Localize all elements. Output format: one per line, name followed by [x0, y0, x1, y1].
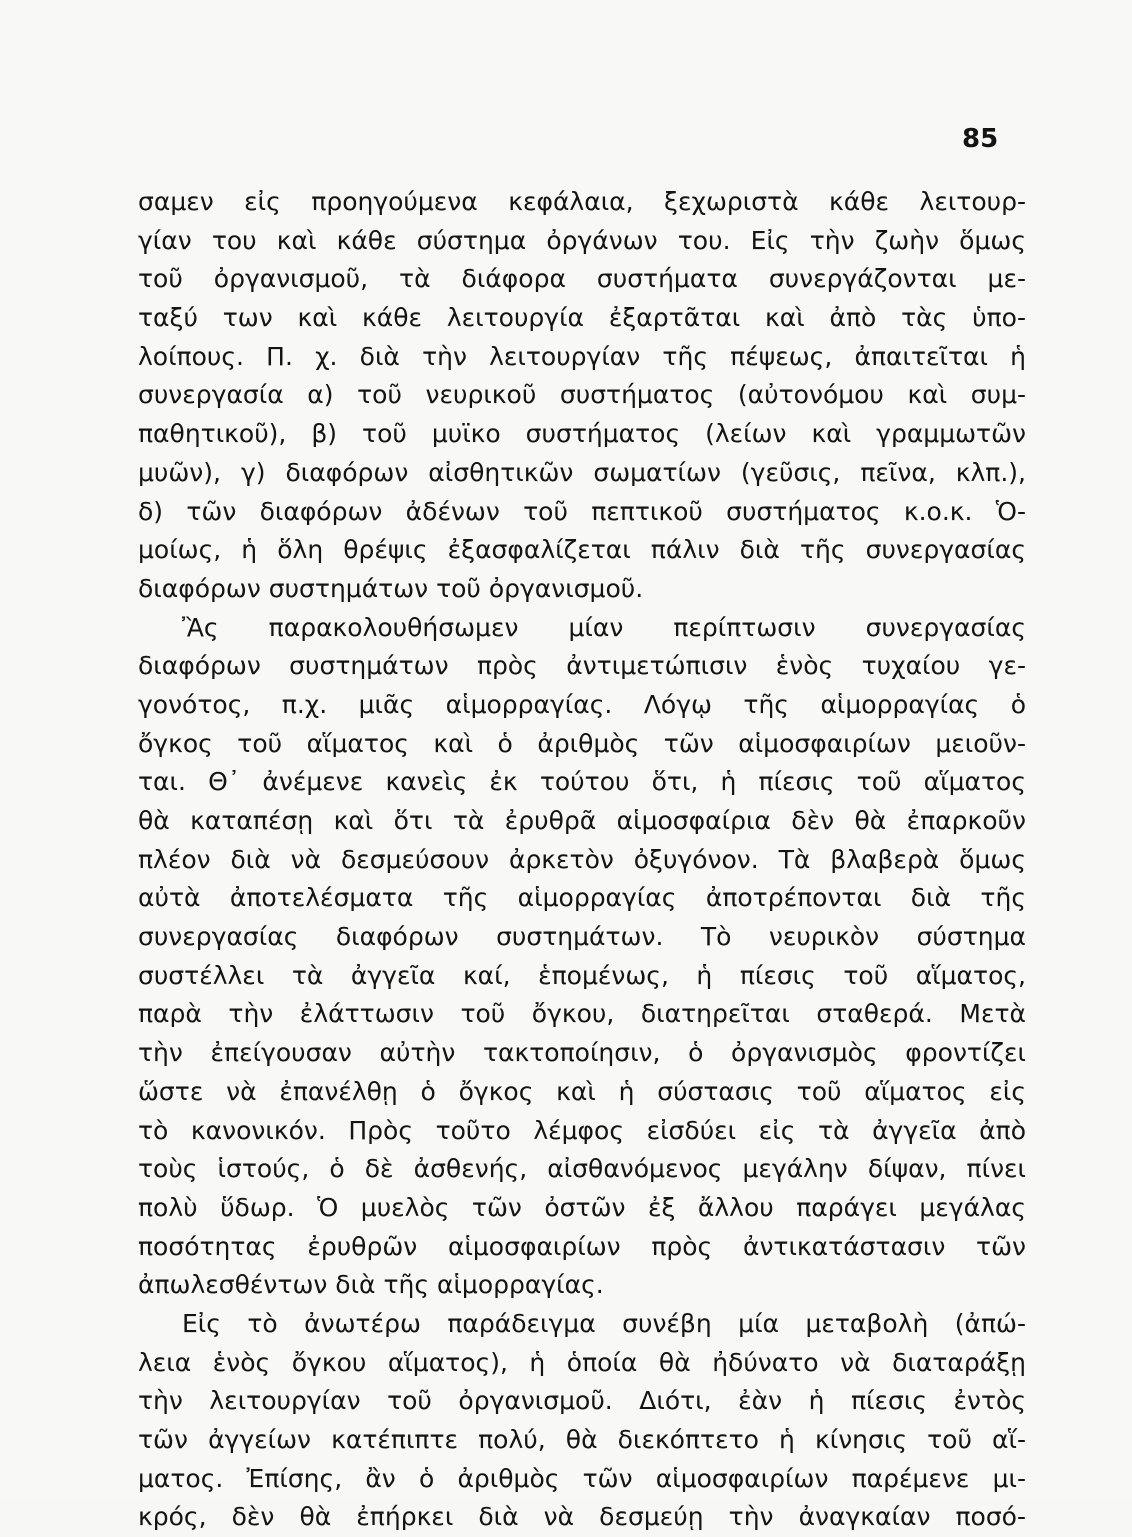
text-line: αὐτὰ ἀποτελέσματα τῆς αἱμορραγίας ἀποτρέπονται διὰ τῆς [138, 883, 1026, 913]
text-line: πολὺ ὕδωρ. Ὁ μυελὸς τῶν ὀστῶν ἐξ ἄλλου παράγει μεγάλας [138, 1192, 1026, 1222]
text-line: ματος. Ἐπίσης, ἂν ὁ ἀριθμὸς τῶν αἱμοσφαιρίων παρέμενε μι- [138, 1463, 1026, 1493]
text-line: πλέον διὰ νὰ δεσμεύσουν ἀρκετὸν ὀξυγόνον. Τὰ βλαβερὰ ὅμως [138, 844, 1026, 874]
text-line: τὸ κανονικόν. Πρὸς τοῦτο λέμφος εἰσδύει εἰς τὰ ἀγγεῖα ἀπὸ [138, 1115, 1026, 1145]
text-line: σαμεν εἰς προηγούμενα κεφάλαια, ξεχωριστὰ κάθε λειτουρ- [138, 187, 1026, 216]
body-text [138, 183, 1026, 1537]
text-line: λεια ἑνὸς ὄγκου αἵματος), ἡ ὁποία θὰ ἠδύνατο νὰ διαταράξῃ [138, 1347, 1026, 1377]
text-line: κρός, δὲν θὰ ἐπήρκει διὰ νὰ δεσμεύῃ τὴν ἀναγκαίαν ποσό- [138, 1502, 1026, 1532]
text-line: τοὺς ἱστούς, ὁ δὲ ἀσθενής, αἰσθανόμενος μεγάλην δίψαν, πίνει [138, 1154, 1026, 1184]
text-line: παρὰ τὴν ἐλάττωσιν τοῦ ὄγκου, διατηρεῖται σταθερά. Μετὰ [138, 999, 1026, 1029]
text-line: γίαν του καὶ κάθε σύστημα ὀργάνων του. Εἰς τὴν ζωὴν ὅμως [138, 225, 1026, 255]
text-line: παθητικοῦ), β) τοῦ μυϊκο συστήματος (λείων καὶ γραμμωτῶν [138, 419, 1026, 449]
text-line: τῶν ἀγγείων κατέπιπτε πολύ, θὰ διεκόπτετο ἡ κίνησις τοῦ αἵ- [138, 1425, 1026, 1454]
text-line: ὄγκος τοῦ αἵματος καὶ ὁ ἀριθμὸς τῶν αἱμοσφαιρίων μειοῦν- [138, 728, 1026, 758]
text-line: συνεργασίας διαφόρων συστημάτων. Τὸ νευρικὸν σύστημα [138, 922, 1026, 952]
text-line: τὴν λειτουργίαν τοῦ ὀργανισμοῦ. Διότι, ἐὰν ἡ πίεσις ἐντὸς [138, 1386, 1026, 1416]
text-line: μυῶν), γ) διαφόρων αἰσθητικῶν σωματίων (γεῦσις, πεῖνα, κλπ.), [138, 457, 1026, 487]
text-line: τὴν ἐπείγουσαν αὐτὴν τακτοποίησιν, ὁ ὀργανισμὸς φροντίζει [138, 1038, 1026, 1068]
text-line: γονότος, π.χ. μιᾶς αἱμορραγίας. Λόγῳ τῆς αἱμορραγίας ὁ [138, 689, 1026, 719]
page-number: 85 [962, 124, 999, 154]
text-line: συνεργασία α) τοῦ νευρικοῦ συστήματος (αὐτονόμου καὶ συμ- [138, 380, 1026, 410]
text-line: ταξύ των καὶ κάθε λειτουργία ἐξαρτᾶται καὶ ἀπὸ τὰς ὑπο- [138, 303, 1026, 333]
text-line: ται. Θ᾽ ἀνέμενε κανεὶς ἐκ τούτου ὅτι, ἡ πίεσις τοῦ αἵματος [138, 767, 1026, 797]
text-line: συστέλλει τὰ ἀγγεῖα καί, ἑπομένως, ἡ πίεσις τοῦ αἵματος, [138, 960, 1026, 990]
text-line: ἀπωλεσθέντων διὰ τῆς αἱμορραγίας. [138, 1270, 604, 1300]
text-line: μοίως, ἡ ὅλη θρέψις ἐξασφαλίζεται πάλιν διὰ τῆς συνεργασίας [138, 535, 1026, 565]
text-line: δ) τῶν διαφόρων ἀδένων τοῦ πεπτικοῦ συστήματος κ.ο.κ. Ὁ- [138, 496, 1026, 526]
text-line: Εἰς τὸ ἀνωτέρω παράδειγμα συνέβη μία μεταβολὴ (ἀπώ- [182, 1308, 1026, 1338]
text-line: ποσότητας ἐρυθρῶν αἱμοσφαιρίων πρὸς ἀντικατάστασιν τῶν [138, 1231, 1026, 1261]
text-line: διαφόρων συστημάτων πρὸς ἀντιμετώπισιν ἑνὸς τυχαίου γε- [138, 651, 1026, 681]
text-line: τοῦ ὀργανισμοῦ, τὰ διάφορα συστήματα συνεργάζονται με- [138, 264, 1026, 294]
text-line: Ἂς παρακολουθήσωμεν μίαν περίπτωσιν συνεργασίας [182, 612, 1026, 642]
text-line: λοίπους. Π. χ. διὰ τὴν λειτουργίαν τῆς πέψεως, ἀπαιτεῖται ἡ [138, 341, 1026, 371]
text-line: διαφόρων συστημάτων τοῦ ὀργανισμοῦ. [138, 573, 644, 603]
text-line: ὥστε νὰ ἐπανέλθῃ ὁ ὄγκος καὶ ἡ σύστασις τοῦ αἵματος εἰς [138, 1076, 1026, 1106]
text-line: θὰ καταπέσῃ καὶ ὅτι τὰ ἐρυθρᾶ αἱμοσφαίρια δὲν θὰ ἐπαρκοῦν [138, 806, 1026, 835]
